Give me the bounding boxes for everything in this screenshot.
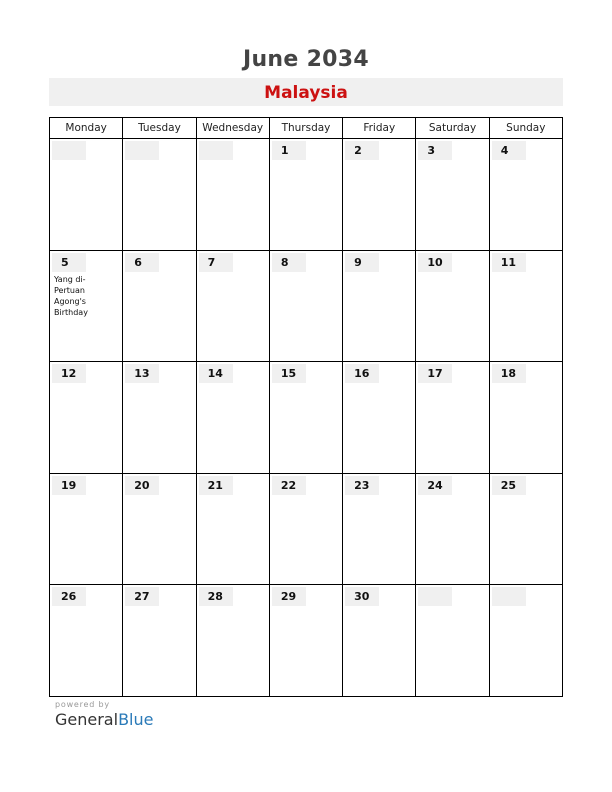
brand-logo[interactable] (55, 710, 153, 729)
day-number: 26 (52, 587, 86, 606)
weekday-monday: Monday (50, 118, 123, 138)
day-cell (50, 474, 123, 585)
day-cell (197, 362, 270, 473)
weekday-sunday: Sunday (506, 122, 546, 134)
day-number: 30 (345, 587, 379, 606)
day-cell (50, 139, 123, 250)
day-cell (197, 474, 270, 585)
day-number: 12 (52, 364, 86, 383)
day-cell (270, 251, 343, 362)
day-number: 13 (125, 364, 159, 383)
day-cell (490, 139, 562, 250)
weekday-saturday: Saturday (416, 118, 489, 138)
day-number: 1 (272, 141, 306, 160)
week-row (50, 474, 562, 586)
country-name: Malaysia (264, 83, 348, 103)
day-cell (416, 362, 489, 473)
day-number: 19 (52, 476, 86, 495)
day-number (52, 141, 86, 160)
weekday-wednesday: Wednesday (197, 118, 270, 138)
day-cell (197, 139, 270, 250)
day-cell (490, 251, 562, 362)
day-number (199, 141, 233, 160)
day-cell (50, 251, 123, 362)
day-number: 22 (272, 476, 306, 495)
day-cell (416, 474, 489, 585)
brand-blue-text: Blue (118, 710, 154, 729)
day-cell (123, 585, 196, 697)
week-row (50, 139, 562, 251)
day-cell (123, 139, 196, 250)
footer (55, 700, 153, 729)
day-number: 7 (199, 253, 233, 272)
day-number: 28 (199, 587, 233, 606)
holiday-label: Yang di-Pertuan Agong's Birthday (54, 274, 88, 317)
day-number: 2 (345, 141, 379, 160)
day-number: 15 (272, 364, 306, 383)
day-number: 4 (492, 141, 526, 160)
day-cell (343, 474, 416, 585)
day-cell (343, 251, 416, 362)
weekday-header (50, 118, 562, 139)
calendar-grid (49, 117, 563, 697)
week-row (50, 251, 562, 363)
day-number: 5 (52, 253, 86, 272)
day-number: 27 (125, 587, 159, 606)
day-number: 23 (345, 476, 379, 495)
day-number: 21 (199, 476, 233, 495)
day-cell (490, 585, 562, 697)
day-number (125, 141, 159, 160)
day-cell (490, 362, 562, 473)
day-cell (270, 585, 343, 697)
day-cell (123, 474, 196, 585)
day-number: 9 (345, 253, 379, 272)
weekday-friday: Friday (343, 118, 416, 138)
week-row (50, 362, 562, 474)
day-number: 25 (492, 476, 526, 495)
day-number: 16 (345, 364, 379, 383)
day-number (492, 587, 526, 606)
week-row (50, 585, 562, 697)
day-cell (270, 139, 343, 250)
calendar-title: June 2034 (242, 47, 370, 72)
day-number: 20 (125, 476, 159, 495)
day-number: 3 (418, 141, 452, 160)
powered-by-text: powered by (55, 700, 110, 709)
day-number: 17 (418, 364, 452, 383)
day-number: 29 (272, 587, 306, 606)
day-cell (343, 585, 416, 697)
day-cell (416, 251, 489, 362)
day-cell (270, 474, 343, 585)
weekday-tuesday: Tuesday (123, 118, 196, 138)
day-number: 11 (492, 253, 526, 272)
day-number: 8 (272, 253, 306, 272)
day-number: 14 (199, 364, 233, 383)
brand-general-text: General (55, 710, 119, 729)
day-cell (197, 585, 270, 697)
weekday-thursday: Thursday (270, 118, 343, 138)
day-cell (416, 585, 489, 697)
day-cell (123, 251, 196, 362)
day-cell (343, 362, 416, 473)
day-cell (50, 362, 123, 473)
day-cell (197, 251, 270, 362)
day-number: 6 (125, 253, 159, 272)
day-cell (490, 474, 562, 585)
day-cell (123, 362, 196, 473)
day-cell (416, 139, 489, 250)
day-number: 24 (418, 476, 452, 495)
day-number: 18 (492, 364, 526, 383)
day-number: 10 (418, 253, 452, 272)
country-banner (49, 78, 563, 106)
day-cell (50, 585, 123, 697)
day-number (418, 587, 452, 606)
day-cell (343, 139, 416, 250)
day-cell (270, 362, 343, 473)
